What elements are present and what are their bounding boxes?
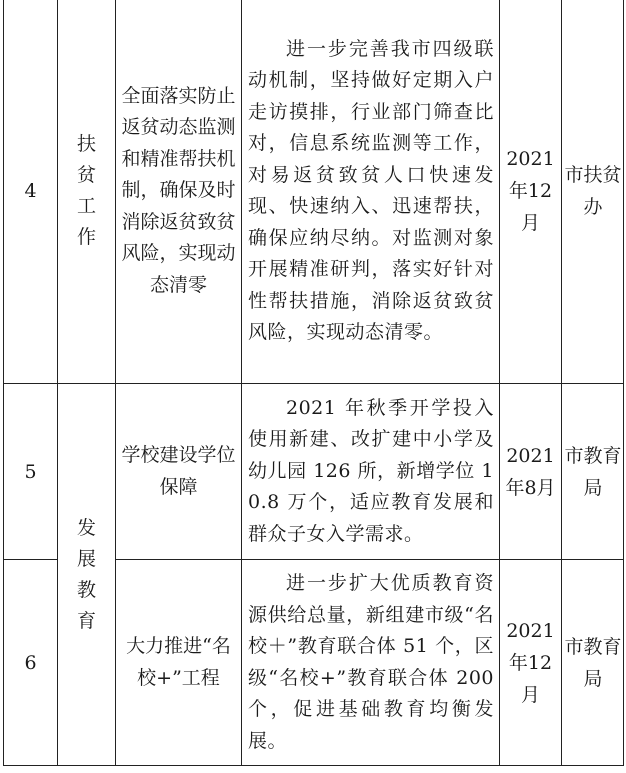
item-cell [116,0,242,384]
description-text: 进一步扩大优质教育资源供给总量，新组建市级“名校＋”教育联合体 51 个，区级“名校+”教育联合体 200 个，促进基础教育均衡发展。 [248,572,494,752]
item-label: 全面落实防止返贫动态监测和精准帮扶机制，确保及时消除返贫致贫风险，实现动态清零 [121,84,236,296]
date-cell [500,384,562,560]
item-cell [116,560,242,766]
description-cell [242,0,500,384]
description-text: 进一步完善我市四级联动机制，坚持做好定期入户走访摸排，行业部门筛查比对，信息系统监测等工作，对易返贫致贫人口快速发现、快速纳入、迅速帮扶，确保应纳尽纳。对监测对象开展精准研判，落实好针对性帮扶措施，消除返贫致贫风险，实现动态清零。 [248,37,494,343]
table-row [4,384,624,560]
description-text: 2021 年秋季开学投入使用新建、改扩建中小学及幼儿园 126 所，新增学位 10.8 万个，适应教育发展和群众子女入学需求。 [248,396,494,545]
row-number: 5 [4,384,58,560]
row-number: 6 [4,560,58,766]
category-cell [58,384,116,766]
description-cell [242,384,500,560]
category-label: 扶贫工作 [76,133,96,248]
category-cell [58,0,116,384]
date-cell [500,0,562,384]
date-cell [500,560,562,766]
table-row [4,0,624,384]
task-table [3,0,624,766]
department-cell [562,384,624,560]
row-number: 4 [4,0,58,384]
item-cell [116,384,242,560]
department-text: 市扶贫办 [564,164,622,218]
category-label: 发展教育 [76,516,96,632]
description-cell [242,560,500,766]
date-text: 2021年8月 [505,444,556,499]
date-text: 2021年12月 [506,619,555,706]
department-text: 市教育局 [564,444,622,499]
date-text: 2021年12月 [506,148,555,234]
department-cell [562,560,624,766]
item-label: 学校建设学位保障 [121,444,236,498]
department-cell [562,0,624,384]
item-label: 大力推进“名校+”工程 [126,635,231,689]
department-text: 市教育局 [564,635,622,690]
